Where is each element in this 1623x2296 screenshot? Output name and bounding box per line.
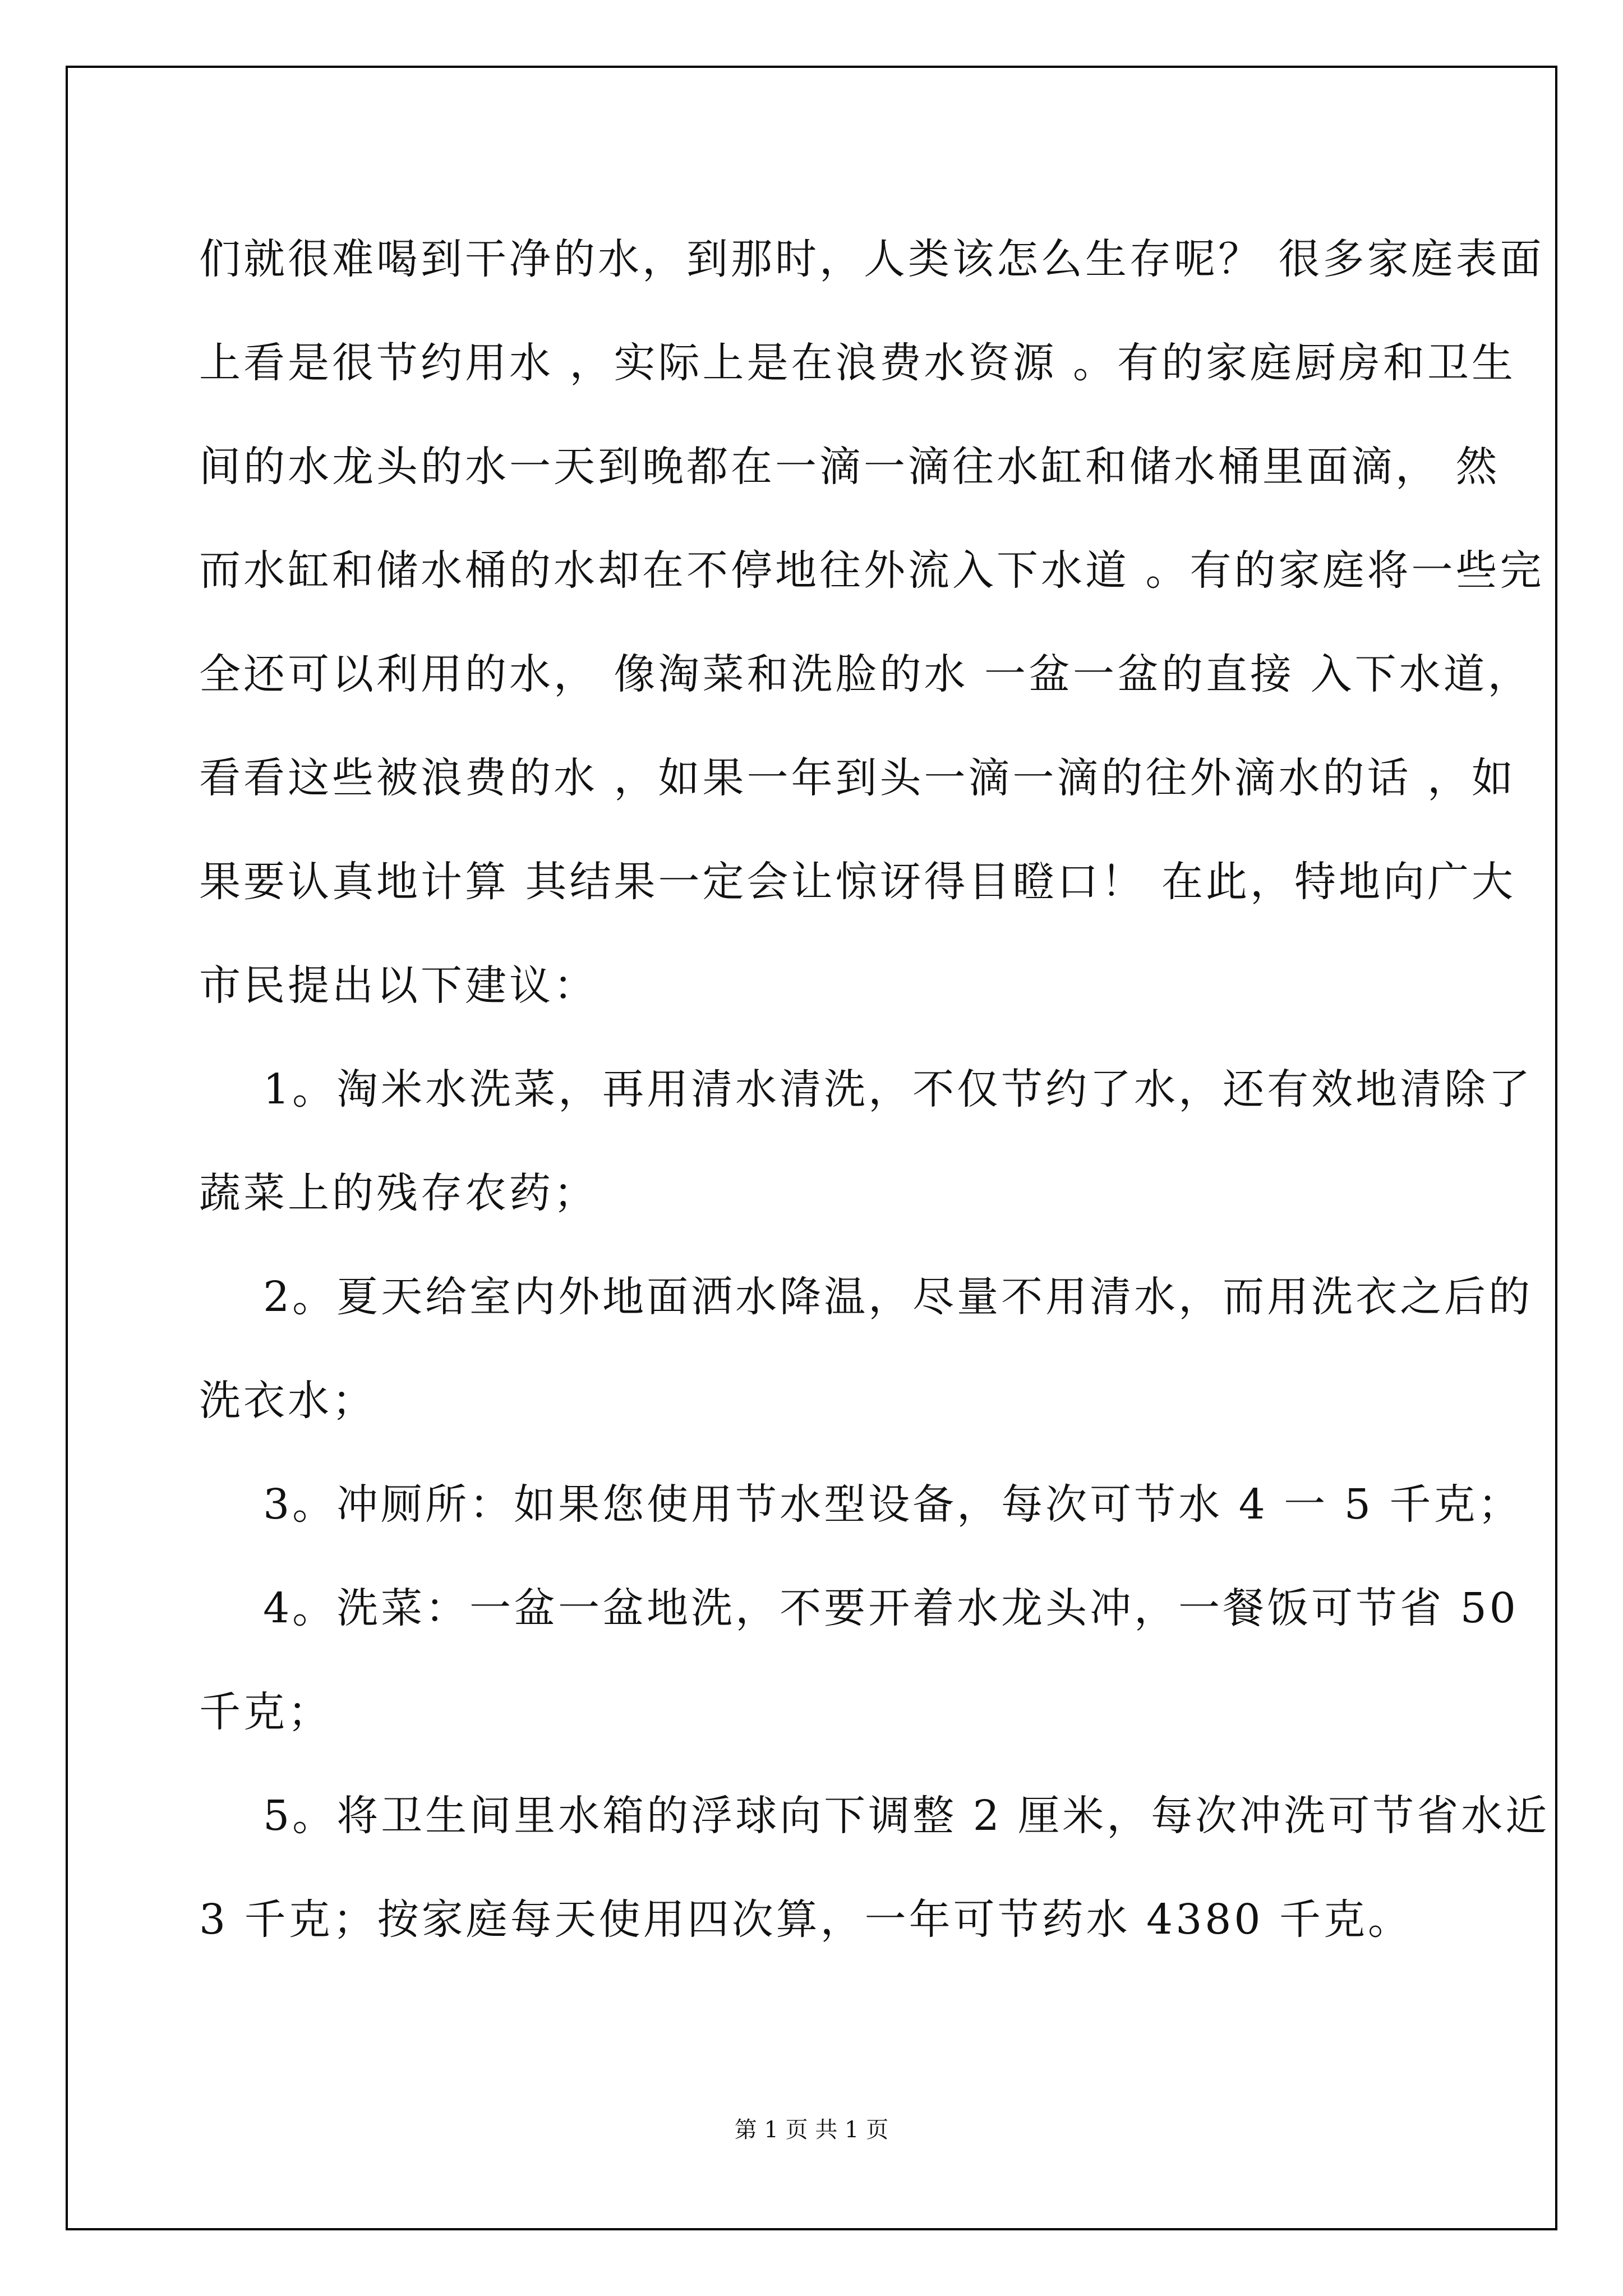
suggestion-item-3: [199, 1453, 1523, 1557]
suggestion-line: 4。洗菜：一盆一盆地洗，不要开着水龙头冲，一餐饭可节省 50: [199, 1584, 1519, 1632]
body-line: 果要认真地计算 其结果一定会让惊讶得目瞪口！ 在此，特地向广大: [199, 858, 1516, 906]
body-line: 间的水龙头的水一天到晚都在一滴一滴往水缸和储水桶里面滴， 然: [199, 443, 1500, 491]
body-line: 全还可以利用的水， 像淘菜和洗脸的水 一盆一盆的直接 入下水道，: [199, 650, 1532, 698]
suggestion-item-4: [199, 1557, 1519, 1764]
body-line: 看看这些被浪费的水 ，如果一年到头一滴一滴的往外滴水的话 ，如: [199, 754, 1516, 802]
suggestion-line: 2。夏天给室内外地面洒水降温，尽量不用清水，而用洗衣之后的: [199, 1273, 1533, 1321]
page-footer: 第 1 页 共 1 页: [734, 2117, 889, 2143]
suggestion-item-5: [199, 1764, 1550, 1972]
suggestion-line: 3。冲厕所：如果您使用节水型设备，每次可节水 4 一 5 千克；: [199, 1480, 1523, 1529]
suggestion-line: 蔬菜上的残存农药；: [199, 1169, 598, 1217]
body-line: 而水缸和储水桶的水却在不停地往外流入下水道 。有的家庭将一些完: [199, 546, 1544, 595]
suggestion-item-1: [199, 1038, 1533, 1245]
suggestion-line: 5。将卫生间里水箱的浮球向下调整 2 厘米，每次冲洗可节省水近: [199, 1792, 1550, 1840]
suggestion-item-2: [199, 1245, 1533, 1453]
body-line: 们就很难喝到干净的水，到那时，人类该怎么生存呢？ 很多家庭表面: [199, 235, 1544, 283]
suggestion-line: 千克；: [199, 1688, 332, 1736]
body-line: 市民提出以下建议：: [199, 961, 598, 1010]
document-body: [199, 208, 1550, 1972]
body-line: 上看是很节约用水 ，实际上是在浪费水资源 。有的家庭厨房和卫生: [199, 339, 1516, 387]
suggestion-line: 3 千克；按家庭每天使用四次算，一年可节药水 4380 千克。: [199, 1895, 1412, 1944]
suggestion-line: 洗衣水；: [199, 1377, 376, 1425]
suggestion-line: 1。淘米水洗菜，再用清水清洗，不仅节约了水，还有效地清除了: [199, 1065, 1533, 1114]
